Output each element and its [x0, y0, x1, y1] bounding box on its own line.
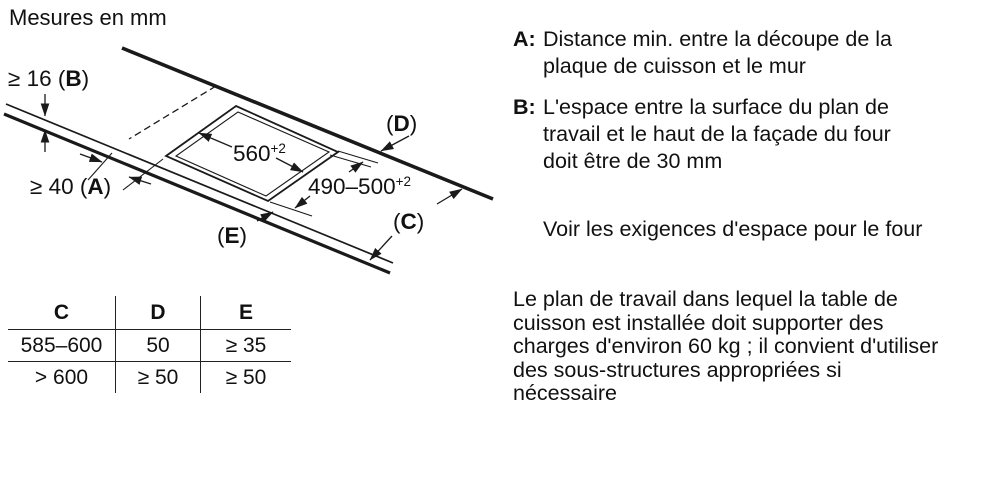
table-row — [8, 362, 291, 394]
column-header-e: E — [201, 296, 292, 330]
note-line: des sous-structures appropriées si — [513, 357, 842, 382]
table-cell: ≥ 50 — [116, 362, 201, 394]
label-c-arrow-up — [437, 189, 462, 204]
table-header-row — [8, 296, 291, 330]
table-cell: > 600 — [34, 365, 89, 389]
note-line: travail et le haut de la façade du four — [543, 122, 891, 146]
note-line: plaque de cuisson et le mur — [543, 54, 806, 78]
label-c-arrow-down — [370, 236, 392, 260]
label-e: (E) — [217, 223, 248, 248]
table-cell: ≥ 35 — [201, 330, 292, 362]
thickness-dim-label: ≥ 16 (B) — [8, 66, 90, 91]
depth-dim-arrow-up — [349, 162, 363, 172]
note-b-text — [543, 94, 891, 175]
dimensions-table — [8, 296, 291, 393]
note-b-label: B: — [513, 95, 536, 119]
note-line: cuisson est installée doit supporter des — [513, 310, 884, 335]
cutout-depth-dim-label: $490-500^{+2}$ — [308, 174, 412, 199]
wall-distance-dim-label: ≥ 40 (A) — [30, 174, 112, 199]
cutout-width-dim-label: $560^{+2}$ — [233, 141, 286, 166]
table-cell: 585–600 — [8, 330, 116, 362]
table-cell: ≥ 50 — [225, 365, 267, 389]
page-title: Mesures en mm — [9, 5, 167, 30]
table-row — [8, 330, 291, 362]
note-line: Distance min. entre la découpe de la — [543, 27, 892, 51]
width-dim-arrow-right — [276, 158, 303, 172]
column-header-c: C — [8, 296, 116, 330]
note-line: Le plan de travail dans lequel la table de — [513, 287, 898, 311]
label-e-arrow — [257, 212, 273, 221]
note-a — [513, 26, 892, 80]
note-a-text — [543, 26, 892, 80]
hidden-wall-dashed-line — [129, 86, 216, 139]
width-dim-arrow-left — [199, 133, 232, 147]
cutout-corner-extension-line — [123, 159, 163, 190]
label-c: (C) — [393, 209, 425, 234]
note-line: doit être de 30 mm — [543, 149, 723, 173]
label-d: (D) — [386, 111, 418, 136]
column-header-d: D — [116, 296, 201, 330]
installation-diagram — [0, 40, 520, 290]
depth-extension-line-inner — [330, 155, 371, 167]
wall-distance-arrow-right — [80, 154, 102, 162]
worktop-load-note — [513, 288, 938, 406]
note-line: charges d'environ 60 kg ; il convient d'utiliser — [513, 334, 939, 358]
depth-extension-line-bottom — [270, 202, 312, 216]
note-line: L'espace entre la surface du plan de — [543, 95, 889, 119]
table-cell: 50 — [116, 330, 201, 362]
oven-space-note — [543, 216, 922, 243]
note-line: nécessaire — [513, 381, 617, 405]
note-a-label: A: — [513, 27, 536, 51]
depth-extension-line-outer — [338, 151, 378, 163]
note-b — [513, 94, 891, 175]
note-line: Voir les exigences d'espace pour le four — [543, 217, 923, 241]
label-d-arrow — [381, 136, 409, 151]
